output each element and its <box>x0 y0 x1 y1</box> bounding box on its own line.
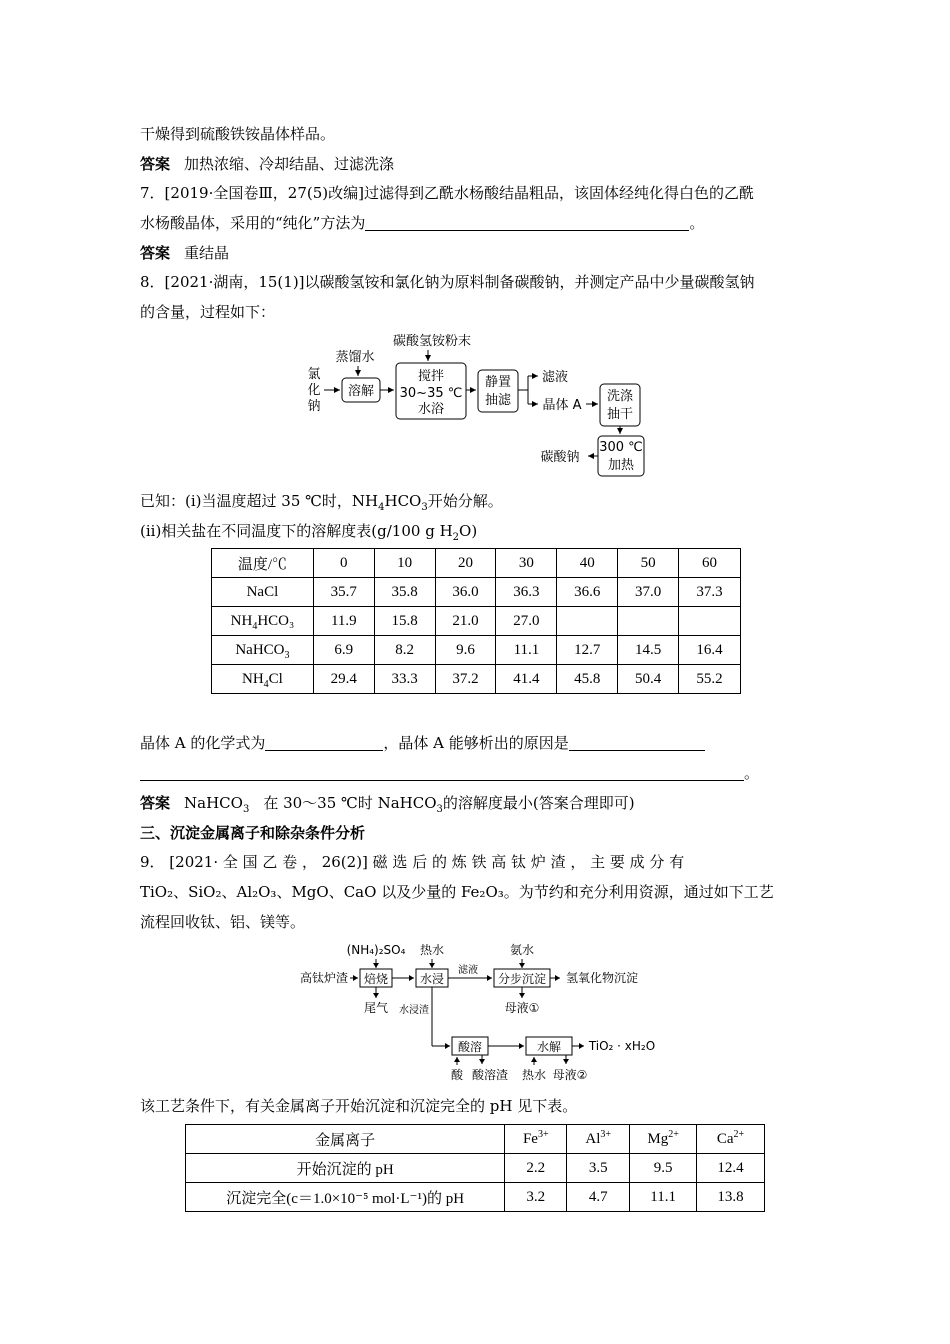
value-cell: 11.1 <box>630 1183 697 1212</box>
value-cell <box>618 607 679 636</box>
answer-text: 在 30～35 ℃时 NaHCO <box>263 794 437 812</box>
value-cell: 12.7 <box>557 636 618 665</box>
distilled-water-label: 蒸馏水 <box>335 350 375 365</box>
hydrolysis-box: 水解 <box>536 1040 562 1054</box>
value-cell: 36.0 <box>435 578 496 607</box>
value-cell: 35.8 <box>374 578 435 607</box>
value-cell: 35.7 <box>313 578 374 607</box>
header-cell: 温度/℃ <box>212 549 314 578</box>
known1-text: HCO <box>384 492 422 510</box>
answer-blank <box>140 764 744 781</box>
known2-text: O) <box>459 522 478 540</box>
answer-6 <box>140 154 394 174</box>
tail-gas-label: 尾气 <box>363 1001 389 1015</box>
known1-text: 已知：(i)当温度超过 35 ℃时，NH <box>140 492 379 510</box>
question-8-ask <box>140 733 705 753</box>
value-cell: 36.3 <box>496 578 557 607</box>
value-cell: 9.6 <box>435 636 496 665</box>
filtrate-label: 滤液 <box>541 370 569 385</box>
hydroxide-precip-label: 氢氧化物沉淀 <box>565 971 639 985</box>
value-cell: 2.2 <box>505 1154 567 1183</box>
wash-box-line1: 洗涤 <box>606 389 634 404</box>
value-cell: 15.8 <box>374 607 435 636</box>
value-cell: 9.5 <box>630 1154 697 1183</box>
table-row <box>212 607 741 636</box>
salt-cell: $NH_4HCO_3$ <box>212 607 314 636</box>
ion-cell: $Fe^{3+}$ <box>505 1125 567 1154</box>
answer-blank <box>569 734 705 751</box>
crystal-a-label: 晶体 A <box>542 398 582 413</box>
value-cell: 50.4 <box>618 665 679 694</box>
temp-cell: 20 <box>435 549 496 578</box>
nacl-char-1: 氯 <box>307 367 321 382</box>
temp-cell: 10 <box>374 549 435 578</box>
question-7-line1: 7．[2019·全国卷Ⅲ，27(5)改编]过滤得到乙酰水杨酸结晶粗品，该固体经纯化得白色的乙酰 <box>140 184 754 202</box>
ph-table <box>185 1124 765 1212</box>
question-8-blank-line <box>140 763 759 783</box>
dissolve-box: 溶解 <box>347 384 375 399</box>
salt-cell: NaCl <box>212 578 314 607</box>
answer-formula: NaHCO <box>184 794 243 812</box>
punctuation: 。 <box>689 214 705 232</box>
answer-label: 答案 <box>140 794 171 812</box>
answer-blank <box>365 214 689 231</box>
value-cell: 14.5 <box>618 636 679 665</box>
value-cell: 29.4 <box>313 665 374 694</box>
slag-label: 高钛炉渣 <box>299 971 349 985</box>
nh4hco3-powder-label: 碳酸氢铵粉末 <box>392 334 472 349</box>
value-cell: 3.5 <box>567 1154 630 1183</box>
value-cell <box>557 607 618 636</box>
temp-cell: 60 <box>679 549 741 578</box>
stepwise-precip-box: 分步沉淀 <box>497 972 547 986</box>
value-cell: 36.6 <box>557 578 618 607</box>
value-cell: 37.2 <box>435 665 496 694</box>
subscript: 3 <box>421 502 428 513</box>
tio2-product-label: TiO₂ · xH₂O <box>588 1039 656 1053</box>
ion-cell: $Al^{3+}$ <box>567 1125 630 1154</box>
solubility-table <box>211 548 741 694</box>
salt-cell: NaHCO$_3$ <box>212 636 314 665</box>
filtrate-label-2: 滤液 <box>458 965 478 976</box>
table-row <box>212 636 741 665</box>
known-condition-2 <box>140 521 477 541</box>
acid-label: 酸 <box>450 1068 464 1082</box>
stir-box-line3: 水浴 <box>417 402 445 417</box>
mother-liquor-1-label: 母液① <box>504 1001 540 1015</box>
temp-cell: 40 <box>557 549 618 578</box>
value-cell: 37.0 <box>618 578 679 607</box>
table-row <box>212 578 741 607</box>
stir-box-line2: 30~35 ℃ <box>399 386 463 401</box>
answer-label: 答案 <box>140 244 171 262</box>
text-line: 干燥得到硫酸铁铵晶体样品。 <box>140 125 336 143</box>
mother-liquor-2-label: 母液② <box>552 1068 588 1082</box>
row-label-cell: 开始沉淀的 pH <box>186 1154 505 1183</box>
leach-box: 水浸 <box>419 972 445 986</box>
acid-dissolve-box: 酸溶 <box>457 1040 483 1054</box>
answer-blank <box>265 734 383 751</box>
sodium-carbonate-label: 碳酸钠 <box>540 450 580 465</box>
stir-box-line1: 搅拌 <box>417 369 445 384</box>
subscript: 2 <box>452 532 460 543</box>
question-8-line2: 的含量，过程如下： <box>140 303 276 321</box>
question-9-line2: TiO₂、SiO₂、Al₂O₃、MgO、CaO 以及少量的 Fe₂O₃。为节约和充分利用资源，通过如下工艺 <box>140 883 774 901</box>
value-cell: 3.2 <box>505 1183 567 1212</box>
subscript: 3 <box>242 804 250 815</box>
answer-8 <box>140 793 635 813</box>
value-cell: 37.3 <box>679 578 741 607</box>
value-cell: 12.4 <box>697 1154 765 1183</box>
value-cell: 11.1 <box>496 636 557 665</box>
answer-text: 的溶解度最小(答案合理即可) <box>442 794 635 812</box>
answer-text: 加热浓缩、冷却结晶、过滤洗涤 <box>184 155 395 173</box>
hot-water-label: 热水 <box>419 943 445 957</box>
known-condition-1 <box>140 491 503 511</box>
punctuation: 。 <box>744 764 760 782</box>
process-flow-diagram-1 <box>300 328 670 480</box>
value-cell: 11.9 <box>313 607 374 636</box>
value-cell: 41.4 <box>496 665 557 694</box>
temp-cell: 50 <box>618 549 679 578</box>
ammonium-sulfate-label: (NH₄)₂SO₄ <box>346 943 406 957</box>
settle-box-line1: 静置 <box>484 375 512 390</box>
nacl-char-2: 化 <box>307 383 321 398</box>
hot-water-2-label: 热水 <box>521 1068 547 1082</box>
value-cell: 21.0 <box>435 607 496 636</box>
question-9-line4: 该工艺条件下，有关金属离子开始沉淀和沉淀完全的 pH 见下表。 <box>140 1097 578 1115</box>
table-header-row <box>186 1125 765 1154</box>
ion-cell: $Ca^{2+}$ <box>697 1125 765 1154</box>
temp-cell: 30 <box>496 549 557 578</box>
table-row <box>212 665 741 694</box>
row-label-cell: 沉淀完全(c＝1.0×10⁻⁵ mol·L⁻¹)的 pH <box>186 1183 505 1212</box>
ask-text: ，晶体 A 能够析出的原因是 <box>383 734 569 752</box>
value-cell: 55.2 <box>679 665 741 694</box>
roast-box: 焙烧 <box>363 972 389 986</box>
value-cell: 27.0 <box>496 607 557 636</box>
section-heading: 三、沉淀金属离子和除杂条件分析 <box>140 824 366 842</box>
salt-cell: $NH_4Cl$ <box>212 665 314 694</box>
table-row <box>186 1154 765 1183</box>
ion-cell: $Mg^{2+}$ <box>630 1125 697 1154</box>
ask-text: 晶体 A 的化学式为 <box>140 734 266 752</box>
table-row <box>186 1183 765 1212</box>
value-cell: 33.3 <box>374 665 435 694</box>
answer-label: 答案 <box>140 155 171 173</box>
ammonia-label: 氨水 <box>509 943 535 957</box>
answer-7 <box>140 243 229 263</box>
heat-box-line2: 加热 <box>607 458 635 473</box>
value-cell: 8.2 <box>374 636 435 665</box>
wash-box-line2: 抽干 <box>606 407 634 422</box>
nacl-char-3: 钠 <box>307 399 321 414</box>
known2-text: (ii)相关盐在不同温度下的溶解度表(g/100 g H <box>140 522 453 540</box>
answer-text: 重结晶 <box>184 244 230 262</box>
known1-text: 开始分解。 <box>427 492 503 510</box>
subscript: 4 <box>378 502 385 513</box>
settle-box-line2: 抽滤 <box>484 393 512 408</box>
acid-residue-label: 酸溶渣 <box>471 1068 509 1082</box>
temp-cell: 0 <box>313 549 374 578</box>
subscript: 3 <box>436 804 443 815</box>
question-8-line1: 8．[2021·湖南，15(1)]以碳酸氢铵和氯化钠为原料制备碳酸钠，并测定产品中少量碳酸氢钠 <box>140 273 755 291</box>
process-flow-diagram-2 <box>294 938 674 1086</box>
value-cell: 4.7 <box>567 1183 630 1212</box>
question-7-line2 <box>140 213 704 233</box>
question-9-line1: 9． [2021· 全 国 乙 卷 ， 26(2)] 磁 选 后 的 炼 铁 高 钛 炉 渣 ， 主 要 成 分 有 <box>140 853 685 871</box>
table-header-row <box>212 549 741 578</box>
heat-box-line1: 300 ℃ <box>599 440 643 455</box>
value-cell: 16.4 <box>679 636 741 665</box>
leach-residue-label: 水浸渣 <box>399 1005 429 1016</box>
value-cell <box>679 607 741 636</box>
header-cell: 金属离子 <box>186 1125 505 1154</box>
question-9-line3: 流程回收钛、铝、镁等。 <box>140 913 306 931</box>
question-text: 水杨酸晶体，采用的“纯化”方法为 <box>140 214 366 232</box>
value-cell: 6.9 <box>313 636 374 665</box>
value-cell: 45.8 <box>557 665 618 694</box>
value-cell: 13.8 <box>697 1183 765 1212</box>
